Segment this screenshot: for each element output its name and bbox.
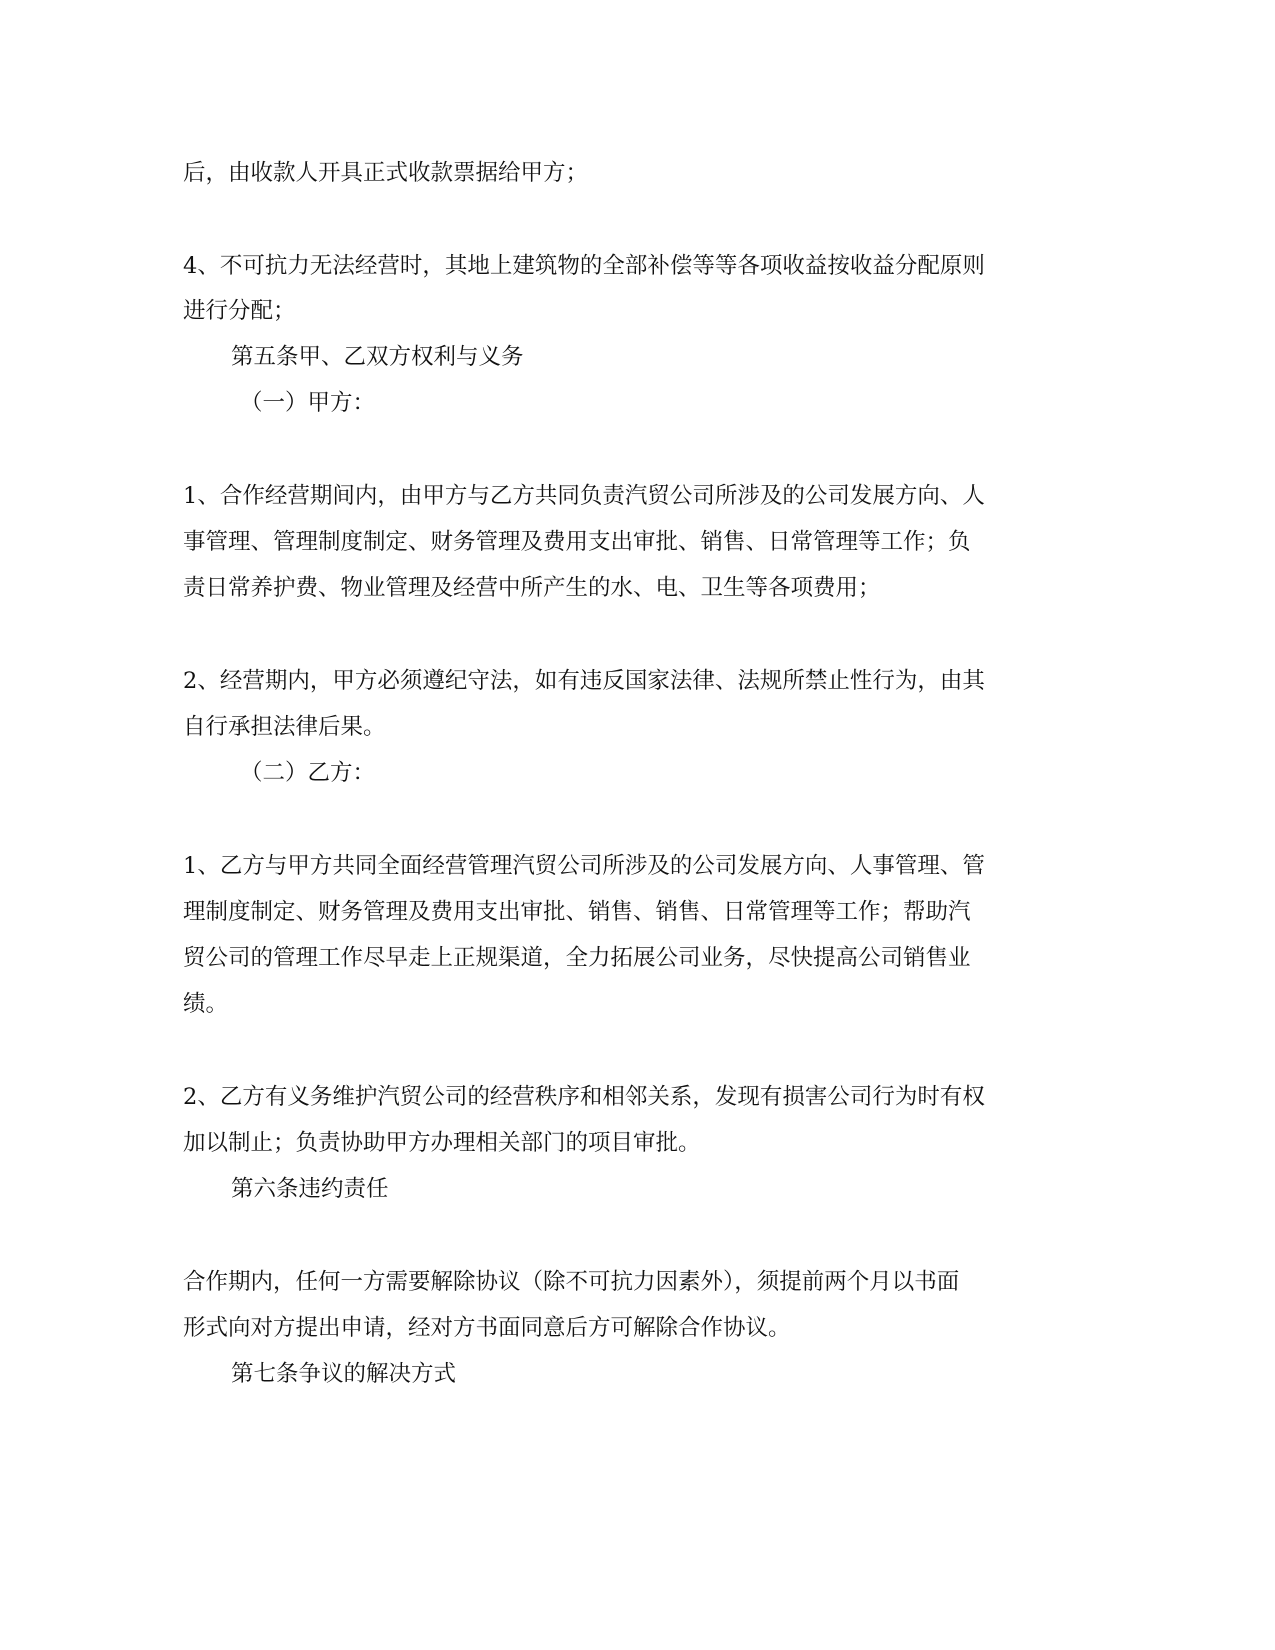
paragraph-line: 事管理、管理制度制定、财务管理及费用支出审批、销售、日常管理等工作；负 [183,529,971,555]
paragraph-line: 4、不可抗力无法经营时，其地上建筑物的全部补偿等等各项收益按收益分配原则 [183,253,985,279]
section-heading: （二）乙方： [240,760,376,786]
paragraph-line: 2、经营期内，甲方必须遵纪守法，如有违反国家法律、法规所禁止性行为，由其 [183,668,985,694]
article-heading: 第五条甲、乙双方权利与义务 [231,344,524,370]
article-heading: 第七条争议的解决方式 [231,1361,457,1387]
paragraph-line: 合作期内，任何一方需要解除协议（除不可抗力因素外），须提前两个月以书面 [183,1269,960,1295]
paragraph-line: 理制度制定、财务管理及费用支出审批、销售、销售、日常管理等工作；帮助汽 [183,899,971,925]
paragraph-line: 进行分配； [183,298,296,324]
paragraph-line: 后，由收款人开具正式收款票据给甲方； [183,160,589,186]
section-heading: （一）甲方： [240,390,376,416]
article-heading: 第六条违约责任 [231,1176,389,1202]
paragraph-line: 1、合作经营期间内，由甲方与乙方共同负责汽贸公司所涉及的公司发展方向、人 [183,483,985,509]
paragraph-line: 1、乙方与甲方共同全面经营管理汽贸公司所涉及的公司发展方向、人事管理、管 [183,853,985,879]
paragraph-line: 2、乙方有义务维护汽贸公司的经营秩序和相邻关系，发现有损害公司行为时有权 [183,1084,985,1110]
paragraph-line: 形式向对方提出申请，经对方书面同意后方可解除合作协议。 [183,1315,791,1341]
paragraph-line: 加以制止；负责协助甲方办理相关部门的项目审批。 [183,1130,701,1156]
paragraph-line: 自行承担法律后果。 [183,714,386,740]
paragraph-line: 绩。 [183,991,229,1017]
paragraph-line: 责日常养护费、物业管理及经营中所产生的水、电、卫生等各项费用； [183,575,881,601]
paragraph-line: 贸公司的管理工作尽早走上正规渠道，全力拓展公司业务，尽快提高公司销售业 [183,945,971,971]
